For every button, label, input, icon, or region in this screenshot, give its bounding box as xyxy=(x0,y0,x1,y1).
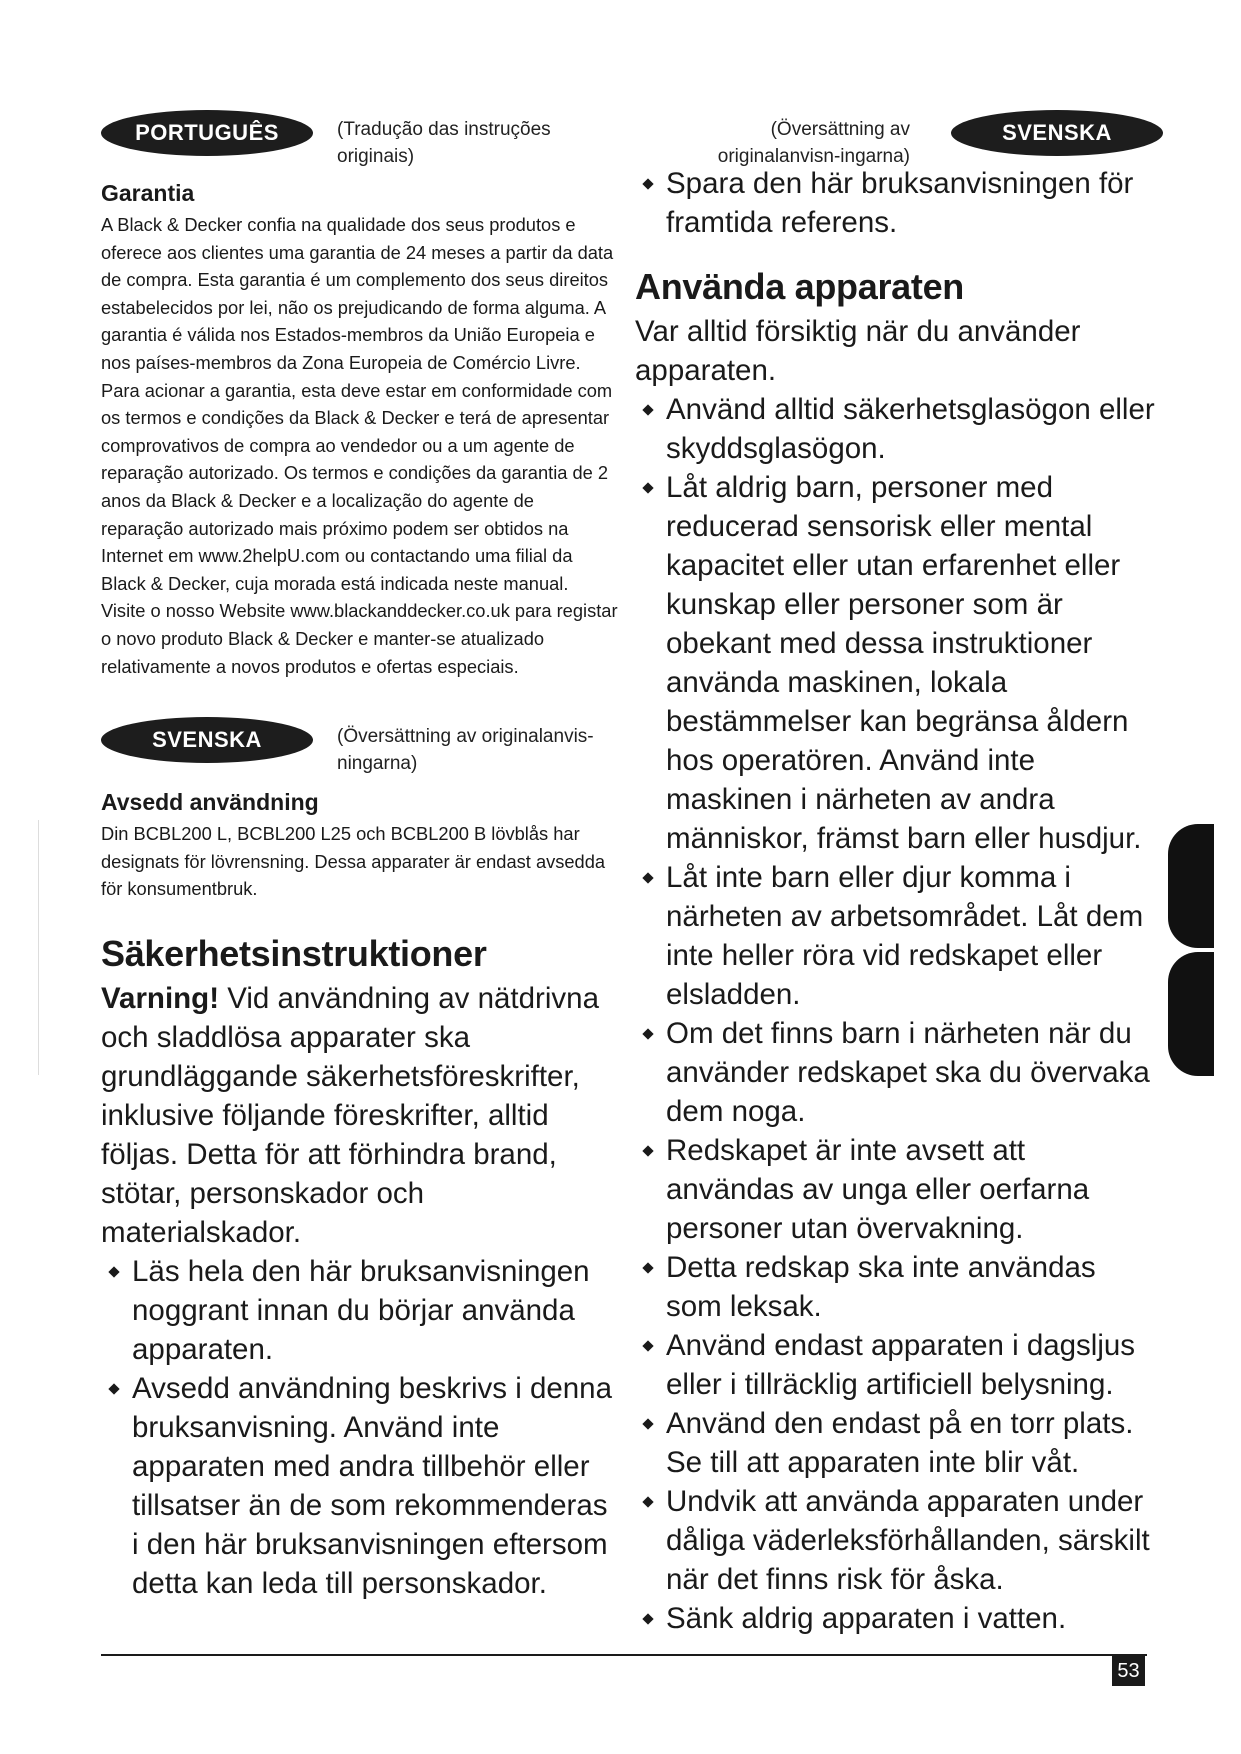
list-item: Använd den endast på en torr plats. Se till att apparaten inte blir våt. xyxy=(635,1404,1155,1482)
warranty-heading: Garantia xyxy=(101,180,195,206)
list-item: Undvik att använda apparaten under dåliga väderleksförhållanden, särskilt när det finns risk för åska. xyxy=(635,1482,1155,1599)
list-item: Detta redskap ska inte användas som leksak. xyxy=(635,1248,1155,1326)
intended-use-heading: Avsedd användning xyxy=(101,789,319,816)
swedish-header-right xyxy=(635,110,1155,172)
diamond-bullet-icon xyxy=(642,1613,653,1624)
using-device-bullet-list xyxy=(635,390,1155,1638)
left-column xyxy=(101,110,621,1603)
list-item: Använd alltid säkerhetsglasögon eller skyddsglasögon. xyxy=(635,390,1155,468)
language-badge-swedish: SVENSKA xyxy=(101,717,313,763)
intended-use-text: Din BCBL200 L, BCBL200 L25 och BCBL200 B lövblås har designats för lövrensning. Dessa apparater är endast avsedda för konsumentbruk. xyxy=(101,823,606,900)
diamond-bullet-icon xyxy=(642,1340,653,1351)
list-item: Använd endast apparaten i dagsljus eller i tillräcklig artificiell belysning. xyxy=(635,1326,1155,1404)
margin-line xyxy=(38,820,39,1075)
top-bullet-list xyxy=(635,164,1155,242)
list-item: Om det finns barn i närheten när du använder redskapet ska du övervaka dem noga. xyxy=(635,1014,1155,1131)
diamond-bullet-icon xyxy=(108,1266,119,1277)
language-badge-swedish: SVENSKA xyxy=(951,110,1163,156)
list-item: Låt aldrig barn, personer med reducerad sensorisk eller mental kapacitet eller utan erfarenhet eller kunskap eller personer som är obekant med dessa instruktioner använda maskinen, lokala bestämmelser kan begränsa åldern hos operatören. Använd inte maskinen i närheten av andra människor, främst barn eller husdjur. xyxy=(635,468,1155,858)
translation-note: (Översättning av originalanvis-ningarna) xyxy=(337,726,594,775)
warning-text: Vid användning av nätdrivna och sladdlösa apparater ska grundläggande säkerhetsföreskrifter, inklusive följande föreskrifter, alltid följas. Detta för att förhindra brand, stötar, personskador och materialskador. xyxy=(101,981,599,1249)
swedish-header xyxy=(101,717,621,779)
portuguese-header xyxy=(101,110,621,172)
translation-note: (Tradução das instruções originais) xyxy=(337,119,551,167)
diamond-bullet-icon xyxy=(642,404,653,415)
section-tab-marker xyxy=(1168,952,1214,1076)
using-device-intro: Var alltid försiktig när du använder apparaten. xyxy=(635,315,1081,387)
diamond-bullet-icon xyxy=(642,1145,653,1156)
list-item: Redskapet är inte avsett att användas av unga eller oerfarna personer utan övervakning. xyxy=(635,1131,1155,1248)
warranty-paragraph: Para acionar a garantia, esta deve estar em conformidade com os termos e condições da Black & Decker e terá de apresentar comprovativos de compra ao vendedor ou a um agente de reparação autorizado. Os termos e condições da garantia de 2 anos da Black & Decker e a localização do agente de reparação autorizado mais próximo podem ser obtidos na Internet em www.2helpU.com ou contactando uma filial da Black & Decker, cuja morada está indicada neste manual. xyxy=(101,379,613,594)
footer-divider xyxy=(101,1654,1147,1656)
warranty-paragraph: Visite o nosso Website www.blackanddecker.co.uk para registar o novo produto Black & Decker e manter-se atualizado relativamente a novos produtos e ofertas especiais. xyxy=(101,600,618,677)
list-item: Spara den här bruksanvisningen för framtida referens. xyxy=(635,164,1155,242)
safety-bullet-list xyxy=(101,1252,621,1603)
diamond-bullet-icon xyxy=(642,1496,653,1507)
section-tab-marker xyxy=(1168,824,1214,948)
list-item: Läs hela den här bruksanvisningen noggrant innan du börjar använda apparaten. xyxy=(101,1252,621,1369)
diamond-bullet-icon xyxy=(642,1262,653,1273)
translation-note: (Översättning av originalanvisn-ingarna) xyxy=(717,119,910,167)
right-column xyxy=(635,110,1155,1638)
warning-label: Varning! xyxy=(101,981,220,1015)
diamond-bullet-icon xyxy=(642,872,653,883)
warning-paragraph xyxy=(101,979,621,1252)
warranty-paragraph: A Black & Decker confia na qualidade dos seus produtos e oferece aos clientes uma garantia de 24 meses a partir da data de compra. Esta garantia é um complemento dos seus direitos estabelecidos por lei, não os prejudicando de forma alguma. A garantia é válida nos Estados-membros da União Europeia e nos países-membros da Zona Europeia de Comércio Livre. xyxy=(101,214,614,373)
page-number: 53 xyxy=(1112,1656,1145,1686)
diamond-bullet-icon xyxy=(642,1028,653,1039)
diamond-bullet-icon xyxy=(108,1383,119,1394)
language-badge-portuguese: PORTUGUÊS xyxy=(101,110,313,156)
diamond-bullet-icon xyxy=(642,178,653,189)
using-device-heading: Använda apparaten xyxy=(635,266,964,307)
list-item: Avsedd användning beskrivs i denna bruksanvisning. Använd inte apparaten med andra tillbehör eller tillsatser än de som rekommenderas i den här bruksanvisningen eftersom detta kan leda till personskador. xyxy=(101,1369,621,1603)
safety-heading: Säkerhetsinstruktioner xyxy=(101,932,487,974)
list-item: Låt inte barn eller djur komma i närheten av arbetsområdet. Låt dem inte heller röra vid redskapet eller elsladden. xyxy=(635,858,1155,1014)
diamond-bullet-icon xyxy=(642,482,653,493)
diamond-bullet-icon xyxy=(642,1418,653,1429)
list-item: Sänk aldrig apparaten i vatten. xyxy=(635,1599,1155,1638)
